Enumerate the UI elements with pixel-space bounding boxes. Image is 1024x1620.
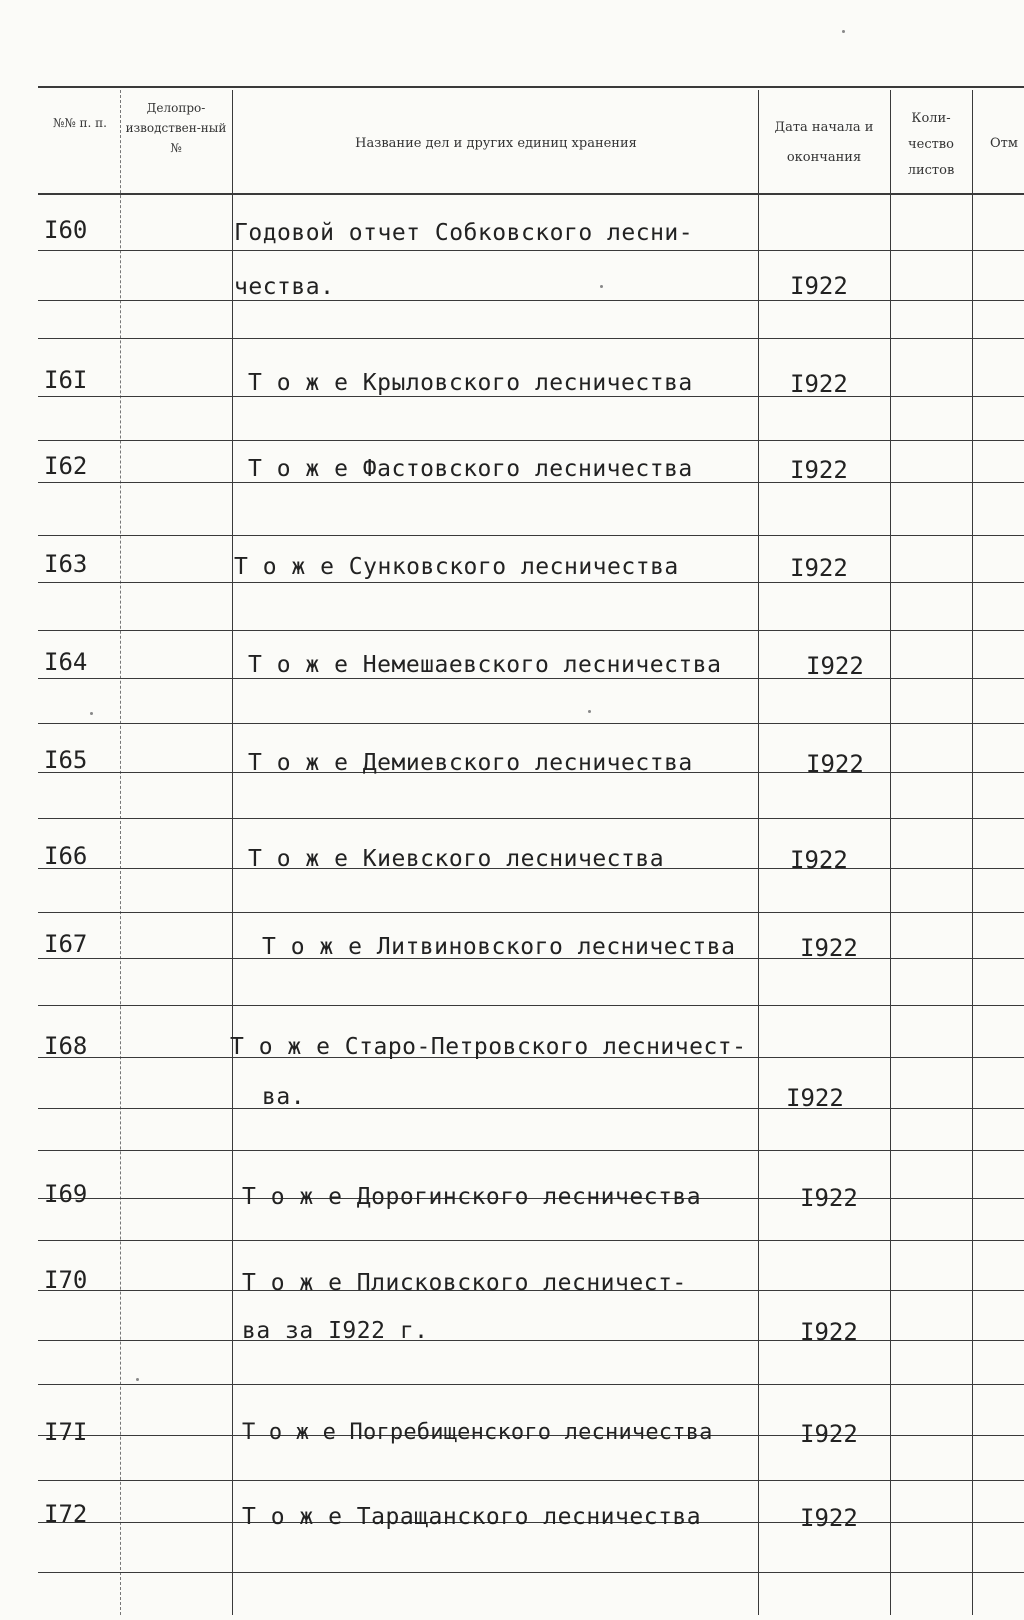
ledger-line [38, 1340, 1024, 1341]
ledger-line [38, 535, 1024, 536]
scan-speck [90, 712, 93, 715]
ledger-line [38, 630, 1024, 631]
header-sheet-count: Коли-чество листов [907, 111, 955, 178]
row-year: I922 [800, 1318, 858, 1346]
header-top-rule [38, 86, 1024, 88]
row-year: I922 [790, 456, 848, 484]
ledger-line [38, 1384, 1024, 1385]
row-number: I6I [44, 366, 88, 394]
row-number: I70 [44, 1266, 88, 1294]
ledger-line [38, 678, 1024, 679]
row-year: I922 [800, 1504, 858, 1532]
ledger-line [38, 440, 1024, 441]
row-number: I72 [44, 1500, 88, 1528]
row-number: I65 [44, 746, 88, 774]
row-title-line: Т о ж е Киевского лесничества [248, 846, 665, 872]
ledger-line [38, 818, 1024, 819]
scan-speck [842, 30, 845, 33]
header-notes: Отм [990, 136, 1018, 151]
ledger-line [38, 250, 1024, 251]
scan-speck [588, 710, 591, 713]
row-year: I922 [800, 1420, 858, 1448]
row-year: I922 [800, 934, 858, 962]
column-line-3 [758, 90, 759, 1615]
ledger-line [38, 582, 1024, 583]
row-number: I64 [44, 648, 88, 676]
row-title-line: Т о ж е Литвиновского лесничества [262, 934, 736, 960]
row-title-line: Т о ж е Немешаевского лесничества [248, 652, 722, 678]
ledger-line [38, 912, 1024, 913]
row-title-line: Т о ж е Плисковского лесничест- [242, 1270, 687, 1296]
row-number: I63 [44, 550, 88, 578]
row-year: I922 [786, 1084, 844, 1112]
ledger-line [38, 482, 1024, 483]
ledger-line [38, 1240, 1024, 1241]
header-dates: Дата начала и окончания [774, 120, 874, 165]
row-title-line: Т о ж е Погребищенского лесничества [242, 1420, 713, 1445]
row-number: I7I [44, 1418, 88, 1446]
row-title-line: Т о ж е Демиевского лесничества [248, 750, 693, 776]
row-number: I66 [44, 842, 88, 870]
column-line-5 [972, 90, 973, 1615]
column-line-1 [120, 90, 121, 1615]
ledger-line [38, 1572, 1024, 1573]
scan-speck [136, 1378, 139, 1381]
row-title-line: Т о ж е Таращанского лесничества [242, 1504, 702, 1530]
column-line-2 [232, 90, 233, 1615]
row-title-line: ва за I922 г. [242, 1318, 429, 1344]
row-number: I62 [44, 452, 88, 480]
row-title-line: Т о ж е Сунковского лесничества [234, 554, 679, 580]
header-number: №№ п. п. [53, 116, 107, 130]
row-title-line: Годовой отчет Собковского лесни- [234, 220, 694, 246]
ledger-line [38, 300, 1024, 301]
header-title: Название дел и других единиц хранения [355, 136, 637, 151]
header-bottom-rule [38, 193, 1024, 195]
row-title-line: Т о ж е Дорогинского лесничества [242, 1184, 702, 1210]
ledger-line [38, 1005, 1024, 1006]
ledger-line [38, 1480, 1024, 1481]
row-number: I67 [44, 930, 88, 958]
header-office-number: Делопро-изводствен-ный № [125, 101, 227, 155]
row-number: I68 [44, 1032, 88, 1060]
row-title-line: чества. [234, 274, 335, 300]
ledger-line [38, 338, 1024, 339]
ledger-line [38, 1150, 1024, 1151]
row-year: I922 [790, 370, 848, 398]
row-title-line: ва. [262, 1084, 306, 1110]
ledger-line [38, 723, 1024, 724]
row-year: I922 [806, 652, 864, 680]
row-year: I922 [790, 554, 848, 582]
row-title-line: Т о ж е Старо-Петровского лесничест- [230, 1034, 747, 1060]
row-year: I922 [806, 750, 864, 778]
row-year: I922 [790, 272, 848, 300]
row-number: I60 [44, 216, 88, 244]
row-title-line: Т о ж е Крыловского лесничества [248, 370, 693, 396]
ledger-line [38, 396, 1024, 397]
scan-speck [600, 285, 603, 288]
row-year: I922 [800, 1184, 858, 1212]
row-number: I69 [44, 1180, 88, 1208]
column-line-4 [890, 90, 891, 1615]
row-title-line: Т о ж е Фастовского лесничества [248, 456, 693, 482]
ledger-line [38, 1108, 1024, 1109]
row-year: I922 [790, 846, 848, 874]
